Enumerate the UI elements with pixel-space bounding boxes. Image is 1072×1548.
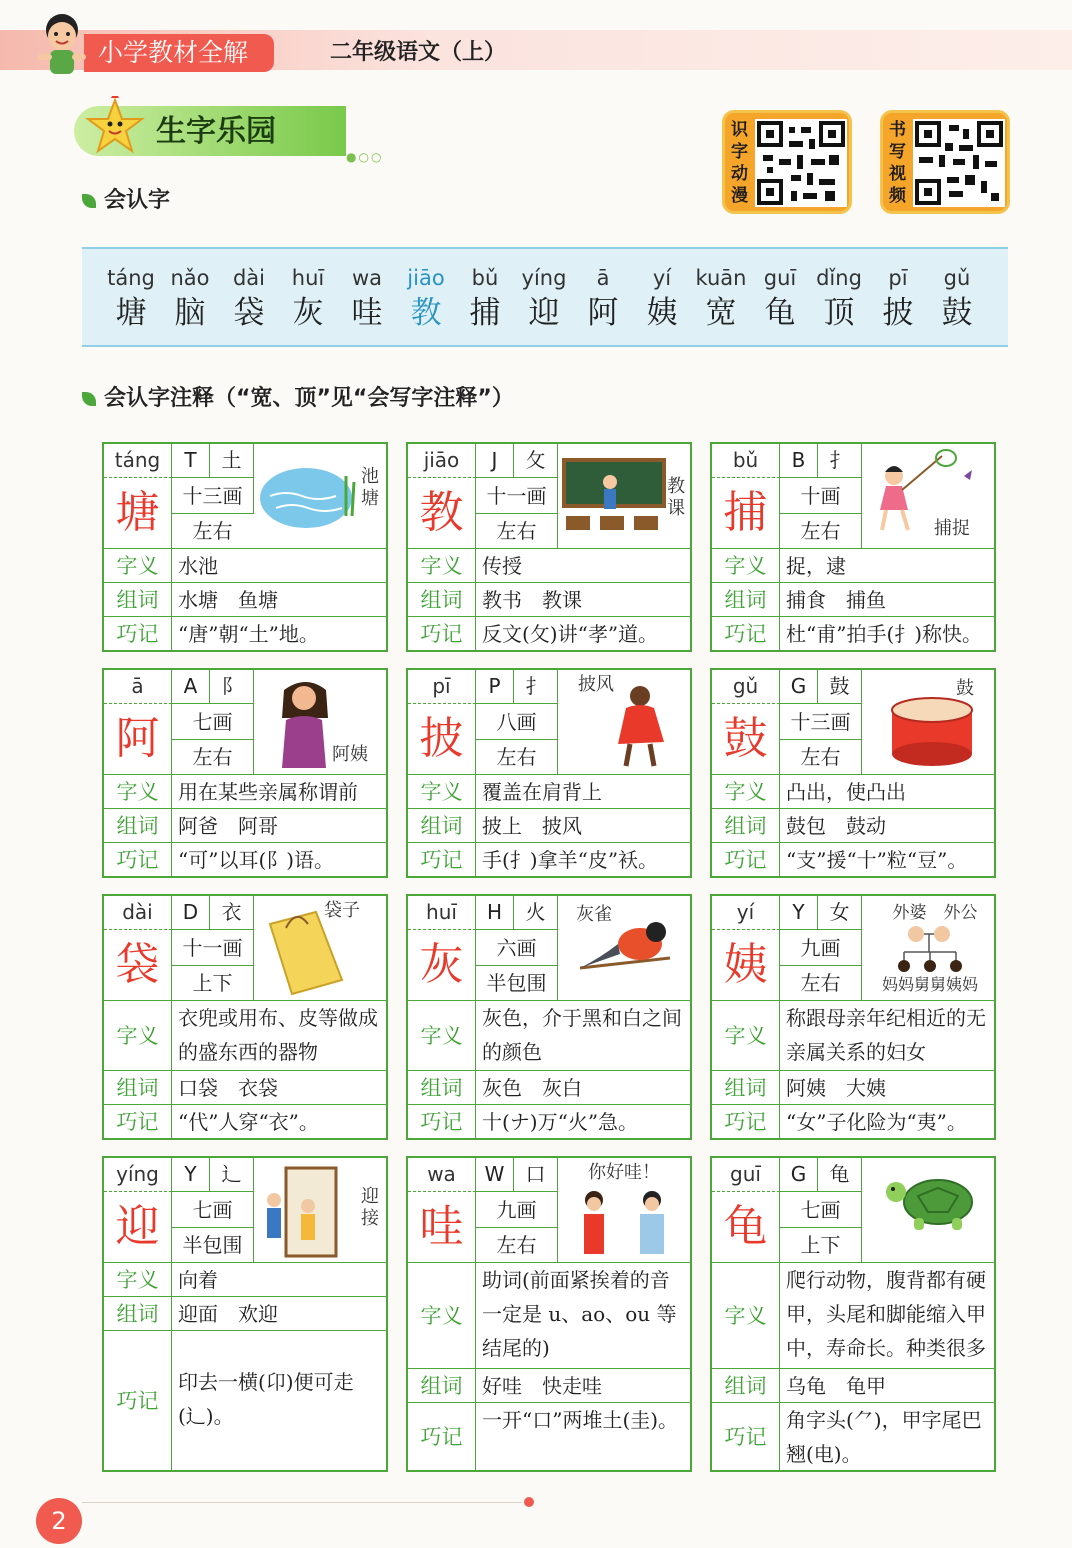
tip-row — [104, 1330, 386, 1470]
card-structure: 左右 — [476, 514, 558, 548]
card-structure: 左右 — [780, 514, 862, 548]
card-structure: 左右 — [476, 740, 558, 774]
meaning-value: 用在某些亲属称谓前 — [178, 780, 358, 804]
tip-row — [408, 616, 690, 650]
tip-row — [104, 616, 386, 650]
tip-row — [712, 1104, 994, 1138]
meaning-row — [104, 1262, 386, 1296]
card-radical: 辶 — [210, 1158, 254, 1192]
card-caption: 袋子 — [324, 900, 360, 921]
words-row — [104, 808, 386, 842]
meaning-value: 衣兜或用布、皮等做成的盛东西的器物 — [178, 1006, 378, 1064]
card-strokes: 六画 — [476, 930, 558, 966]
char-card-pi — [406, 668, 692, 878]
qr-code-video[interactable] — [880, 110, 1010, 214]
words-row — [104, 1070, 386, 1104]
words-label: 组词 — [104, 1071, 172, 1104]
card-caption: 鼓 — [956, 678, 974, 699]
char-cell — [928, 249, 986, 333]
pinyin: yíng — [521, 266, 567, 290]
words-value: 披上 披风 — [482, 814, 582, 838]
words-label: 组词 — [104, 583, 172, 616]
recognize-heading: 会认字 — [104, 188, 171, 213]
tip-label: 巧记 — [104, 1331, 172, 1470]
pinyin: dài — [232, 266, 266, 290]
meaning-label: 字义 — [104, 1001, 172, 1070]
meaning-value: 助词(前面紧挨着的音一定是 u、ao、ou 等结尾的) — [482, 1268, 677, 1360]
tip-value: 印去一横(卬)便可走(辶)。 — [178, 1370, 354, 1428]
char-card-dai — [102, 894, 388, 1140]
star-icon — [84, 96, 146, 158]
card-pinyin: yí — [712, 896, 780, 930]
card-radical: 口 — [514, 1158, 558, 1192]
page-number: 2 — [36, 1498, 82, 1544]
card-structure: 半包围 — [476, 966, 558, 1000]
card-hanzi: 鼓 — [712, 704, 780, 774]
card-letter: J — [476, 444, 514, 478]
notes-heading: 会认字注释（“宽、顶”见“会写字注释”） — [104, 386, 514, 411]
meaning-value: 传授 — [482, 554, 522, 578]
words-label: 组词 — [712, 1369, 780, 1402]
meaning-value: 水池 — [178, 554, 218, 578]
pinyin: huī — [291, 266, 325, 290]
card-pinyin: gǔ — [712, 670, 780, 704]
char-card-gu — [710, 668, 996, 878]
pinyin: jiāo — [407, 266, 445, 290]
hanzi: 哇 — [351, 295, 383, 331]
pinyin: ā — [596, 266, 610, 290]
meaning-row — [712, 1262, 994, 1368]
card-letter: P — [476, 670, 514, 704]
card-letter: G — [780, 1158, 818, 1192]
meaning-value: 覆盖在肩背上 — [482, 780, 602, 804]
card-strokes: 七画 — [780, 1192, 862, 1228]
decor-dots: ●○○ — [346, 150, 384, 164]
char-card-a — [102, 668, 388, 878]
tip-value: “唐”朝“土”地。 — [178, 622, 319, 646]
card-radical: 鼓 — [818, 670, 862, 704]
qr-label: 书写视频 — [889, 120, 906, 206]
card-structure: 半包围 — [172, 1228, 254, 1262]
card-letter: G — [780, 670, 818, 704]
char-cell — [102, 249, 160, 333]
card-letter: W — [476, 1158, 514, 1192]
pinyin: bǔ — [471, 266, 499, 290]
hanzi: 教 — [410, 295, 442, 331]
tip-label: 巧记 — [408, 1403, 476, 1470]
pinyin: kuān — [695, 266, 747, 290]
meaning-row — [104, 548, 386, 582]
char-card-ying — [102, 1156, 388, 1472]
recognize-char-strip — [82, 247, 1008, 347]
card-hanzi: 龟 — [712, 1192, 780, 1262]
tip-value: 十(ナ)万“火”急。 — [482, 1110, 639, 1134]
card-caption: 迎接 — [361, 1186, 379, 1229]
qr-label: 识字动漫 — [731, 120, 748, 206]
tip-value: “代”人穿“衣”。 — [178, 1110, 319, 1134]
hanzi: 袋 — [233, 295, 265, 331]
meaning-row — [408, 548, 690, 582]
tip-row — [104, 1104, 386, 1138]
char-cell — [279, 249, 337, 333]
char-cell — [456, 249, 514, 333]
card-pinyin: dài — [104, 896, 172, 930]
meaning-label: 字义 — [408, 775, 476, 808]
card-radical: 阝 — [210, 670, 254, 704]
card-caption: 捕捉 — [934, 518, 970, 539]
card-pinyin: pī — [408, 670, 476, 704]
pinyin: gǔ — [943, 266, 971, 290]
tip-label: 巧记 — [712, 1105, 780, 1138]
card-letter: A — [172, 670, 210, 704]
hanzi: 迎 — [528, 295, 560, 331]
tip-row — [712, 842, 994, 876]
card-hanzi: 捕 — [712, 478, 780, 548]
tip-label: 巧记 — [104, 843, 172, 876]
tip-label: 巧记 — [408, 843, 476, 876]
meaning-row — [408, 1262, 690, 1368]
card-strokes: 十一画 — [476, 478, 558, 514]
card-radical: 土 — [210, 444, 254, 478]
char-cell — [161, 249, 219, 333]
pinyin: dǐng — [816, 266, 862, 290]
words-row — [408, 1070, 690, 1104]
words-label: 组词 — [408, 809, 476, 842]
words-label: 组词 — [408, 1071, 476, 1104]
words-row — [712, 1368, 994, 1402]
meaning-row — [712, 1000, 994, 1070]
card-letter: B — [780, 444, 818, 478]
char-cell — [751, 249, 809, 333]
char-cell — [869, 249, 927, 333]
meaning-row — [408, 774, 690, 808]
words-value: 水塘 鱼塘 — [178, 588, 278, 612]
hanzi: 鼓 — [941, 295, 973, 331]
words-row — [104, 1296, 386, 1330]
card-hanzi: 哇 — [408, 1192, 476, 1262]
pinyin: guī — [763, 266, 797, 290]
section-title: 生字乐园 — [156, 114, 276, 149]
meaning-value: 灰色，介于黑和白之间的颜色 — [482, 1006, 682, 1064]
tip-value: 杜“甫”拍手(扌)称快。 — [786, 622, 983, 646]
card-caption: 你好哇！ — [588, 1162, 660, 1183]
card-caption: 阿姨 — [332, 744, 368, 765]
card-structure: 左右 — [780, 740, 862, 774]
char-card-wa — [406, 1156, 692, 1472]
meaning-label: 字义 — [712, 1263, 780, 1368]
hanzi: 阿 — [587, 295, 619, 331]
card-caption: 灰雀 — [576, 904, 612, 925]
char-cell — [810, 249, 868, 333]
card-structure: 上下 — [172, 966, 254, 1000]
hanzi: 捕 — [469, 295, 501, 331]
tip-value: 角字头(⺈)，甲字尾巴翘(电)。 — [786, 1408, 982, 1466]
brand-label: 小学教材全解 — [84, 34, 274, 72]
char-card-bu — [710, 442, 996, 652]
tip-value: “支”援“十”粒“豆”。 — [786, 848, 968, 872]
card-strokes: 十三画 — [172, 478, 254, 514]
hanzi: 姨 — [646, 295, 678, 331]
meaning-row — [104, 774, 386, 808]
meaning-label: 字义 — [712, 1001, 780, 1070]
qr-code-icon — [755, 119, 847, 207]
words-row — [408, 808, 690, 842]
meaning-label: 字义 — [104, 775, 172, 808]
hanzi: 顶 — [823, 295, 855, 331]
footer-dot-icon — [524, 1497, 534, 1507]
card-hanzi: 披 — [408, 704, 476, 774]
tip-label: 巧记 — [104, 1105, 172, 1138]
card-radical: 扌 — [514, 670, 558, 704]
card-structure: 上下 — [780, 1228, 862, 1262]
meaning-value: 称跟母亲年纪相近的无亲属关系的妇女 — [786, 1006, 986, 1064]
tip-label: 巧记 — [408, 617, 476, 650]
words-value: 鼓包 鼓动 — [786, 814, 886, 838]
girl-catching-butterfly-icon — [864, 446, 994, 546]
tip-row — [408, 842, 690, 876]
char-cell — [692, 249, 750, 333]
meaning-row — [712, 548, 994, 582]
meaning-row — [712, 774, 994, 808]
hanzi: 龟 — [764, 295, 796, 331]
words-value: 好哇 快走哇 — [482, 1374, 602, 1398]
card-strokes: 九画 — [476, 1192, 558, 1228]
drum-icon — [864, 672, 994, 772]
card-hanzi: 阿 — [104, 704, 172, 774]
card-letter: D — [172, 896, 210, 930]
tip-label: 巧记 — [712, 617, 780, 650]
meaning-label: 字义 — [712, 549, 780, 582]
card-caption: 外婆 外公 — [892, 903, 978, 923]
card-hanzi: 迎 — [104, 1192, 172, 1262]
card-strokes: 十画 — [780, 478, 862, 514]
tip-value: 手(扌)拿羊“皮”袄。 — [482, 848, 659, 872]
meaning-row — [104, 1000, 386, 1070]
leaf-bullet-icon — [82, 194, 96, 208]
card-radical: 攵 — [514, 444, 558, 478]
hanzi: 披 — [882, 295, 914, 331]
meaning-value: 向着 — [178, 1268, 218, 1292]
char-card-yi — [710, 894, 996, 1140]
boy-mascot-icon — [34, 8, 90, 78]
card-letter: T — [172, 444, 210, 478]
char-cell — [220, 249, 278, 333]
card-pinyin: táng — [104, 444, 172, 478]
card-radical: 衣 — [210, 896, 254, 930]
tip-row — [408, 1402, 690, 1470]
tip-row — [712, 1402, 994, 1470]
pinyin: nǎo — [170, 266, 210, 290]
card-structure: 左右 — [172, 740, 254, 774]
card-hanzi: 塘 — [104, 478, 172, 548]
book-title: 二年级语文（上） — [330, 40, 507, 65]
turtle-icon — [864, 1160, 994, 1260]
words-row — [712, 808, 994, 842]
card-radical: 火 — [514, 896, 558, 930]
card-strokes: 七画 — [172, 704, 254, 740]
words-row — [104, 582, 386, 616]
card-pinyin: yíng — [104, 1158, 172, 1192]
pinyin: táng — [107, 266, 155, 290]
words-value: 迎面 欢迎 — [178, 1302, 278, 1326]
bag-icon — [256, 898, 386, 998]
meaning-label: 字义 — [408, 1263, 476, 1368]
card-letter: Y — [172, 1158, 210, 1192]
words-value: 口袋 衣袋 — [178, 1076, 278, 1100]
tip-label: 巧记 — [712, 843, 780, 876]
char-cell — [515, 249, 573, 333]
words-value: 捕食 捕鱼 — [786, 588, 886, 612]
card-pinyin: wa — [408, 1158, 476, 1192]
meaning-label: 字义 — [712, 775, 780, 808]
footer-divider — [82, 1502, 522, 1503]
leaf-bullet-icon — [82, 392, 96, 406]
card-strokes: 十三画 — [780, 704, 862, 740]
pinyin: wa — [351, 266, 383, 290]
card-strokes: 九画 — [780, 930, 862, 966]
tip-row — [408, 1104, 690, 1138]
words-row — [712, 582, 994, 616]
card-pinyin: bǔ — [712, 444, 780, 478]
card-radical: 龟 — [818, 1158, 862, 1192]
tip-label: 巧记 — [408, 1105, 476, 1138]
meaning-value: 捉，逮 — [786, 554, 846, 578]
card-pinyin: huī — [408, 896, 476, 930]
char-card-jiao — [406, 442, 692, 652]
tip-row — [712, 616, 994, 650]
meaning-label: 字义 — [104, 1263, 172, 1296]
words-value: 阿爸 阿哥 — [178, 814, 278, 838]
hanzi: 灰 — [292, 295, 324, 331]
meaning-value: 凸出，使凸出 — [786, 780, 906, 804]
char-cell — [574, 249, 632, 333]
card-hanzi: 姨 — [712, 930, 780, 1000]
words-label: 组词 — [408, 1369, 476, 1402]
char-cell — [338, 249, 396, 333]
card-caption: 池塘 — [361, 466, 379, 509]
meaning-label: 字义 — [408, 1001, 476, 1070]
words-label: 组词 — [712, 583, 780, 616]
char-cell-highlight — [397, 249, 455, 333]
card-caption: 教课 — [667, 476, 685, 519]
hanzi: 塘 — [115, 295, 147, 331]
words-label: 组词 — [408, 583, 476, 616]
card-letter: Y — [780, 896, 818, 930]
words-label: 组词 — [712, 1071, 780, 1104]
hanzi: 脑 — [174, 295, 206, 331]
card-strokes: 八画 — [476, 704, 558, 740]
card-caption: 披风 — [578, 674, 614, 695]
tip-label: 巧记 — [712, 1403, 780, 1470]
tip-value: “女”子化险为“夷”。 — [786, 1110, 967, 1134]
qr-code-animation[interactable] — [722, 110, 852, 214]
tip-label: 巧记 — [104, 617, 172, 650]
words-value: 教书 教课 — [482, 588, 582, 612]
card-pinyin: ā — [104, 670, 172, 704]
card-structure: 左右 — [476, 1228, 558, 1262]
words-row — [408, 582, 690, 616]
card-pinyin: guī — [712, 1158, 780, 1192]
words-label: 组词 — [104, 1297, 172, 1330]
tip-row — [104, 842, 386, 876]
meaning-value: 爬行动物，腹背都有硬甲，头尾和脚能缩入甲中，寿命长。种类很多 — [786, 1268, 986, 1360]
meaning-label: 字义 — [408, 549, 476, 582]
card-hanzi: 袋 — [104, 930, 172, 1000]
words-value: 阿姨 大姨 — [786, 1076, 886, 1100]
card-caption-family: 妈妈舅舅姨妈 — [881, 975, 978, 994]
char-card-hui — [406, 894, 692, 1140]
card-pinyin: jiāo — [408, 444, 476, 478]
hanzi: 宽 — [705, 295, 737, 331]
card-hanzi: 教 — [408, 478, 476, 548]
words-value: 乌龟 龟甲 — [786, 1374, 886, 1398]
card-strokes: 七画 — [172, 1192, 254, 1228]
char-cell — [633, 249, 691, 333]
char-card-tang: táng 塘 T 土 十三画 左右 池塘 字义 水池 组词 水塘 鱼塘 巧记 “唐”朝“土”地。 — [102, 442, 388, 652]
card-letter: H — [476, 896, 514, 930]
pinyin: pī — [888, 266, 908, 290]
meaning-label: 字义 — [104, 549, 172, 582]
tip-value: 反文(攵)讲“孝”道。 — [482, 622, 659, 646]
tip-value: 一开“口”两堆土(圭)。 — [482, 1408, 679, 1432]
words-value: 灰色 灰白 — [482, 1076, 582, 1100]
words-label: 组词 — [712, 809, 780, 842]
words-row — [408, 1368, 690, 1402]
card-hanzi: 灰 — [408, 930, 476, 1000]
card-strokes: 十一画 — [172, 930, 254, 966]
words-label: 组词 — [104, 809, 172, 842]
card-radical: 扌 — [818, 444, 862, 478]
qr-code-icon — [913, 119, 1005, 207]
card-structure: 左右 — [780, 966, 862, 1000]
card-radical: 女 — [818, 896, 862, 930]
meaning-row — [408, 1000, 690, 1070]
char-card-gui — [710, 1156, 996, 1472]
words-row — [712, 1070, 994, 1104]
tip-value: “可”以耳(阝)语。 — [178, 848, 335, 872]
pinyin: yí — [652, 266, 672, 290]
